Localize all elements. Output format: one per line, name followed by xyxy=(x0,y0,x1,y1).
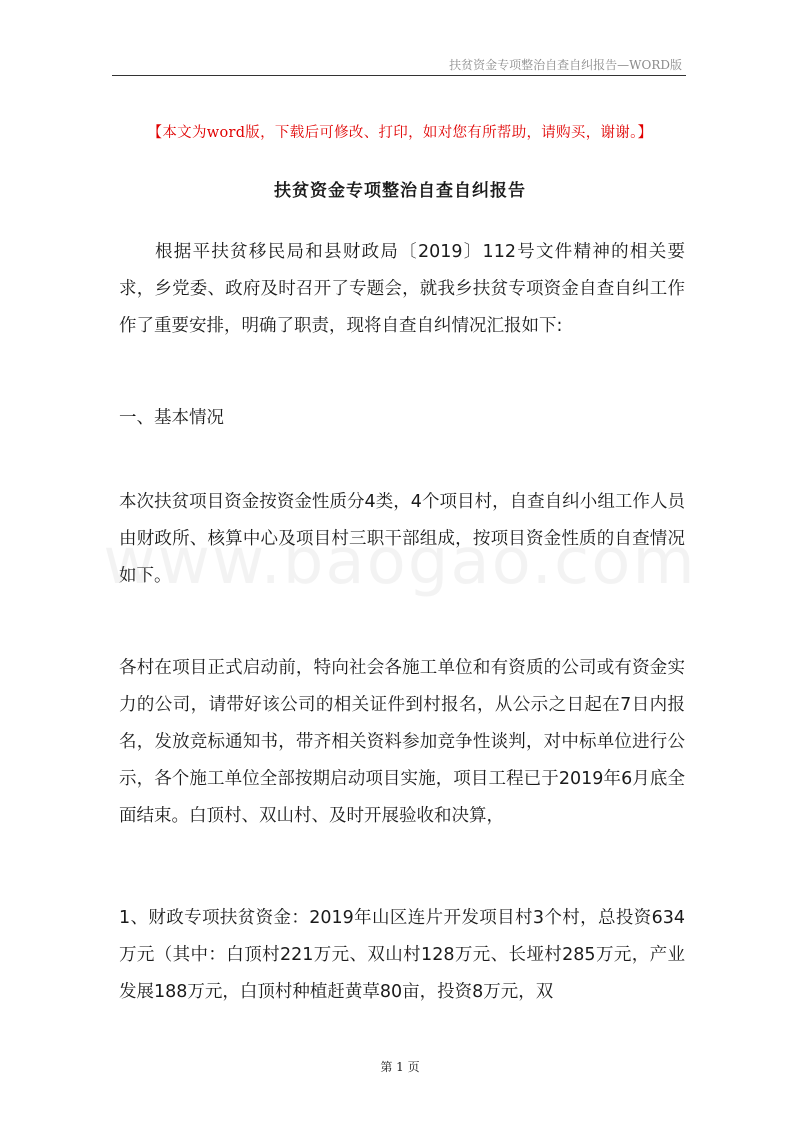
paragraph-bidding: 各村在项目正式启动前，特向社会各施工单位和有资质的公司或有资金实力的公司，请带好该公司的相关证件到村报名，从公示之日起在7日内报名，发放竞标通知书，带齐相关资料参加竞争性谈判，对中标单位进行公示，各个施工单位全部按期启动项目实施，项目工程已于2019年6月底全面结束。白顶村、双山村、及时开展验收和决算， xyxy=(119,658,685,826)
paragraph-overview: 本次扶贫项目资金按资金性质分4类，4个项目村，自查自纠小组工作人员由财政所、核算中心及项目村三职干部组成，按项目资金性质的自查情况如下。 xyxy=(119,492,685,586)
paragraph-funds: 1、财政专项扶贫资金：2019年山区连片开发项目村3个村，总投资634万元（其中：白顶村221万元、双山村128万元、长垭村285万元，产业发展188万元，白顶村种植赶黄草80亩，投资8万元，双 xyxy=(119,908,685,1002)
section-heading-basic: 一、基本情况 xyxy=(119,408,224,428)
purchase-notice: 【本文为word版，下载后可修改、打印，如对您有所帮助，请购买，谢谢。】 xyxy=(147,125,653,141)
intro-paragraph: 根据平扶贫移民局和县财政局〔2019〕112号文件精神的相关要求，乡党委、政府及时召开了专题会，就我乡扶贫专项资金自查自纠工作作了重要安排，明确了职责，现将自查自纠情况汇报如下: xyxy=(119,242,685,336)
header-divider xyxy=(112,75,686,76)
document-title: 扶贫资金专项整治自查自纠报告 xyxy=(274,181,526,201)
running-header: 扶贫资金专项整治自查自纠报告—WORD版 xyxy=(449,58,682,72)
page-number: 第 1 页 xyxy=(380,1060,420,1074)
watermark xyxy=(0,525,800,599)
